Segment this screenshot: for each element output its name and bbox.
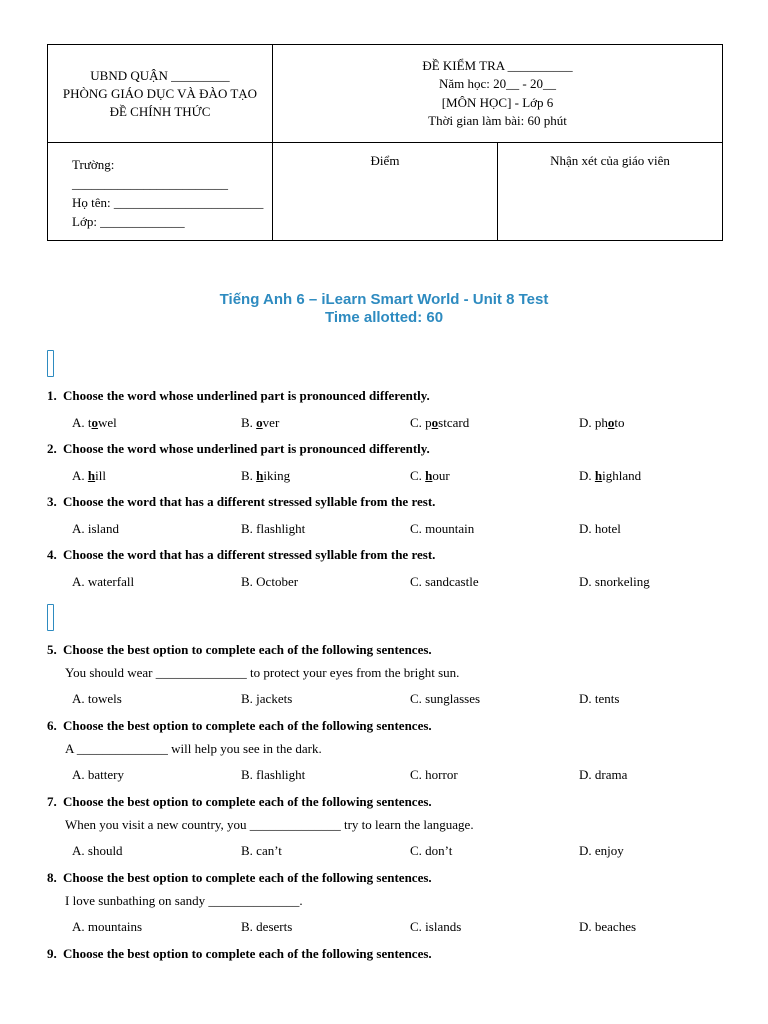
question-list xyxy=(47,342,757,966)
option-label: D. xyxy=(579,843,592,858)
option-d xyxy=(579,567,748,596)
option-text: tents xyxy=(594,691,620,706)
exam-title: ĐỀ KIỂM TRA __________ xyxy=(422,57,573,73)
option-text: mountains xyxy=(87,919,143,934)
option-a xyxy=(72,760,241,790)
option-label: D. xyxy=(579,574,592,589)
question-8 xyxy=(47,866,757,942)
question-9 xyxy=(47,942,757,966)
question-7 xyxy=(47,790,757,866)
question-sentence: You should wear ______________ to protect your eyes from the bright sun. xyxy=(65,665,460,680)
teacher-comment-cell xyxy=(498,143,722,240)
option-label: A. xyxy=(72,767,85,782)
option-word xyxy=(595,415,625,430)
option-label: C. xyxy=(410,691,422,706)
question-prompt: Choose the best option to complete each of the following sentences. xyxy=(63,718,432,733)
underlined-part: o xyxy=(607,415,615,430)
option-label: B. xyxy=(241,468,253,483)
exam-duration: Thời gian làm bài: 60 phút xyxy=(428,112,567,128)
option-label: D. xyxy=(579,691,592,706)
question-prompt: Choose the word that has a different stressed syllable from the rest. xyxy=(63,494,436,509)
option-label: D. xyxy=(579,919,592,934)
option-text: island xyxy=(87,521,119,536)
school-blank: ________________________ xyxy=(72,175,228,191)
word-part: ill xyxy=(95,468,106,483)
word-part: ighland xyxy=(602,468,642,483)
option-label: A. xyxy=(72,468,85,483)
answer-options xyxy=(47,836,757,866)
option-c xyxy=(410,514,579,543)
option-word xyxy=(88,468,106,483)
question-5 xyxy=(47,638,757,714)
option-a xyxy=(72,684,241,714)
question-4 xyxy=(47,543,757,596)
option-d xyxy=(579,461,748,490)
option-a xyxy=(72,461,241,490)
option-text: should xyxy=(87,843,123,858)
option-label: B. xyxy=(241,919,253,934)
option-text: flashlight xyxy=(256,767,306,782)
question-prompt: Choose the best option to complete each of the following sentences. xyxy=(63,794,432,809)
option-label: A. xyxy=(72,521,85,536)
question-number: 1. xyxy=(47,388,57,403)
option-c xyxy=(410,408,579,437)
option-text: sandcastle xyxy=(425,574,479,589)
question-number: 4. xyxy=(47,547,57,562)
issuer-cell xyxy=(48,45,273,143)
department-line: PHÒNG GIÁO DỤC VÀ ĐÀO TẠO xyxy=(62,85,258,101)
option-b xyxy=(241,912,410,942)
section-placeholder xyxy=(47,604,54,631)
word-part: ph xyxy=(594,415,608,430)
option-label: B. xyxy=(241,521,253,536)
class-line: Lớp: _____________ xyxy=(72,213,185,229)
option-label: B. xyxy=(241,767,253,782)
question-prompt: Choose the word that has a different stressed syllable from the rest. xyxy=(63,547,436,562)
word-part: iking xyxy=(263,468,291,483)
underlined-part: o xyxy=(91,415,99,430)
test-title xyxy=(0,291,768,327)
option-a xyxy=(72,514,241,543)
option-text: flashlight xyxy=(256,521,306,536)
option-b xyxy=(241,408,410,437)
underlined-part: h xyxy=(594,468,603,483)
option-b xyxy=(241,836,410,866)
question-sentence: I love sunbathing on sandy ______________. xyxy=(65,893,303,908)
option-label: A. xyxy=(72,919,85,934)
underlined-part: o xyxy=(256,415,263,430)
option-b xyxy=(241,760,410,790)
question-6 xyxy=(47,714,757,790)
word-part: ver xyxy=(262,415,280,430)
question-stem xyxy=(47,790,757,814)
option-text: battery xyxy=(87,767,124,782)
option-a xyxy=(72,567,241,596)
question-prompt: Choose the best option to complete each of the following sentences. xyxy=(63,870,432,885)
option-word xyxy=(595,468,641,483)
option-b xyxy=(241,684,410,714)
option-text: jackets xyxy=(256,691,293,706)
question-stem xyxy=(47,543,757,567)
option-c xyxy=(410,461,579,490)
option-label: D. xyxy=(579,415,592,430)
question-prompt: Choose the word whose underlined part is pronounced differently. xyxy=(63,388,430,403)
option-label: C. xyxy=(410,843,422,858)
question-number: 9. xyxy=(47,946,57,961)
option-text: beaches xyxy=(594,919,637,934)
score-cell xyxy=(273,143,498,240)
option-a xyxy=(72,408,241,437)
option-d xyxy=(579,760,748,790)
option-text: towels xyxy=(87,691,122,706)
option-text: drama xyxy=(594,767,628,782)
option-c xyxy=(410,912,579,942)
subject-grade: [MÔN HỌC] - Lớp 6 xyxy=(441,94,554,110)
answer-options xyxy=(47,514,757,543)
option-c xyxy=(410,684,579,714)
question-prompt: Choose the best option to complete each of the following sentences. xyxy=(63,642,432,657)
option-label: B. xyxy=(241,843,253,858)
option-text: snorkeling xyxy=(594,574,650,589)
exam-info-cell xyxy=(273,45,722,143)
question-sentence: A ______________ will help you see in the dark. xyxy=(65,741,322,756)
school-label: Trường: xyxy=(72,156,115,172)
option-word xyxy=(256,468,290,483)
answer-options xyxy=(47,461,757,490)
question-number: 8. xyxy=(47,870,57,885)
option-c xyxy=(410,567,579,596)
option-label: C. xyxy=(410,468,422,483)
option-d xyxy=(579,836,748,866)
question-number: 5. xyxy=(47,642,57,657)
question-stem xyxy=(47,866,757,890)
option-d xyxy=(579,684,748,714)
question-stem xyxy=(47,490,757,514)
option-text: enjoy xyxy=(594,843,624,858)
word-part: wel xyxy=(98,415,117,430)
answer-options xyxy=(47,567,757,596)
school-year: Năm học: 20__ - 20__ xyxy=(439,76,556,92)
option-a xyxy=(72,912,241,942)
underlined-part: h xyxy=(256,468,264,483)
option-b xyxy=(241,567,410,596)
option-text: can’t xyxy=(256,843,282,858)
underlined-part: o xyxy=(431,415,439,430)
option-label: D. xyxy=(579,468,592,483)
question-number: 7. xyxy=(47,794,57,809)
question-number: 2. xyxy=(47,441,57,456)
teacher-comment-label: Nhận xét của giáo viên xyxy=(550,153,670,168)
option-d xyxy=(579,514,748,543)
option-text: don’t xyxy=(425,843,453,858)
option-label: A. xyxy=(72,843,85,858)
option-text: October xyxy=(256,574,299,589)
official-label: ĐỀ CHÍNH THỨC xyxy=(109,103,211,119)
student-name-line: Họ tên: _______________________ xyxy=(72,194,264,210)
option-word xyxy=(425,415,469,430)
question-stem xyxy=(47,942,757,966)
option-label: C. xyxy=(410,521,422,536)
option-label: C. xyxy=(410,919,422,934)
option-text: horror xyxy=(425,767,458,782)
option-text: hotel xyxy=(594,521,621,536)
question-number: 6. xyxy=(47,718,57,733)
question-1 xyxy=(47,384,757,437)
option-label: B. xyxy=(241,415,253,430)
word-part: stcard xyxy=(438,415,470,430)
option-text: waterfall xyxy=(87,574,135,589)
option-text: mountain xyxy=(425,521,475,536)
option-label: C. xyxy=(410,767,422,782)
option-label: D. xyxy=(579,521,592,536)
option-b xyxy=(241,461,410,490)
section-placeholder xyxy=(47,350,54,377)
option-d xyxy=(579,408,748,437)
question-stem xyxy=(47,384,757,408)
question-2 xyxy=(47,437,757,490)
question-prompt: Choose the best option to complete each of the following sentences. xyxy=(63,946,432,961)
question-stem xyxy=(47,437,757,461)
option-label: C. xyxy=(410,415,422,430)
word-part: t xyxy=(87,415,92,430)
option-c xyxy=(410,836,579,866)
option-word xyxy=(256,415,279,430)
word-part: our xyxy=(432,468,450,483)
word-part: p xyxy=(425,415,432,430)
option-label: B. xyxy=(241,574,253,589)
option-label: A. xyxy=(72,691,85,706)
section-marker-row xyxy=(47,596,757,638)
score-label: Điểm xyxy=(370,153,400,168)
question-sentence: When you visit a new country, you ______________ try to learn the language. xyxy=(65,817,474,832)
option-text: islands xyxy=(425,919,462,934)
question-stem xyxy=(47,714,757,738)
option-word xyxy=(88,415,117,430)
student-info-cell xyxy=(48,143,273,240)
district-line: UBND QUẬN _________ xyxy=(90,67,230,83)
question-prompt: Choose the word whose underlined part is pronounced differently. xyxy=(63,441,430,456)
option-label: D. xyxy=(579,767,592,782)
answer-options xyxy=(47,912,757,942)
word-part: to xyxy=(614,415,625,430)
answer-options xyxy=(47,684,757,714)
option-a xyxy=(72,836,241,866)
exam-header-table xyxy=(47,44,723,241)
underlined-part: h xyxy=(425,468,433,483)
option-text: deserts xyxy=(256,919,293,934)
test-title-line: Tiếng Anh 6 – iLearn Smart World - Unit 8 Test xyxy=(219,291,549,308)
answer-options xyxy=(47,408,757,437)
time-allotted: Time allotted: 60 xyxy=(324,309,444,326)
option-b xyxy=(241,514,410,543)
section-marker-row xyxy=(47,342,757,384)
option-label: A. xyxy=(72,574,85,589)
option-text: sunglasses xyxy=(425,691,481,706)
question-3 xyxy=(47,490,757,543)
option-d xyxy=(579,912,748,942)
underlined-part: h xyxy=(87,468,96,483)
question-stem xyxy=(47,638,757,662)
answer-options xyxy=(47,760,757,790)
option-label: A. xyxy=(72,415,85,430)
option-label: C. xyxy=(410,574,422,589)
option-word xyxy=(425,468,450,483)
option-c xyxy=(410,760,579,790)
question-number: 3. xyxy=(47,494,57,509)
option-label: B. xyxy=(241,691,253,706)
